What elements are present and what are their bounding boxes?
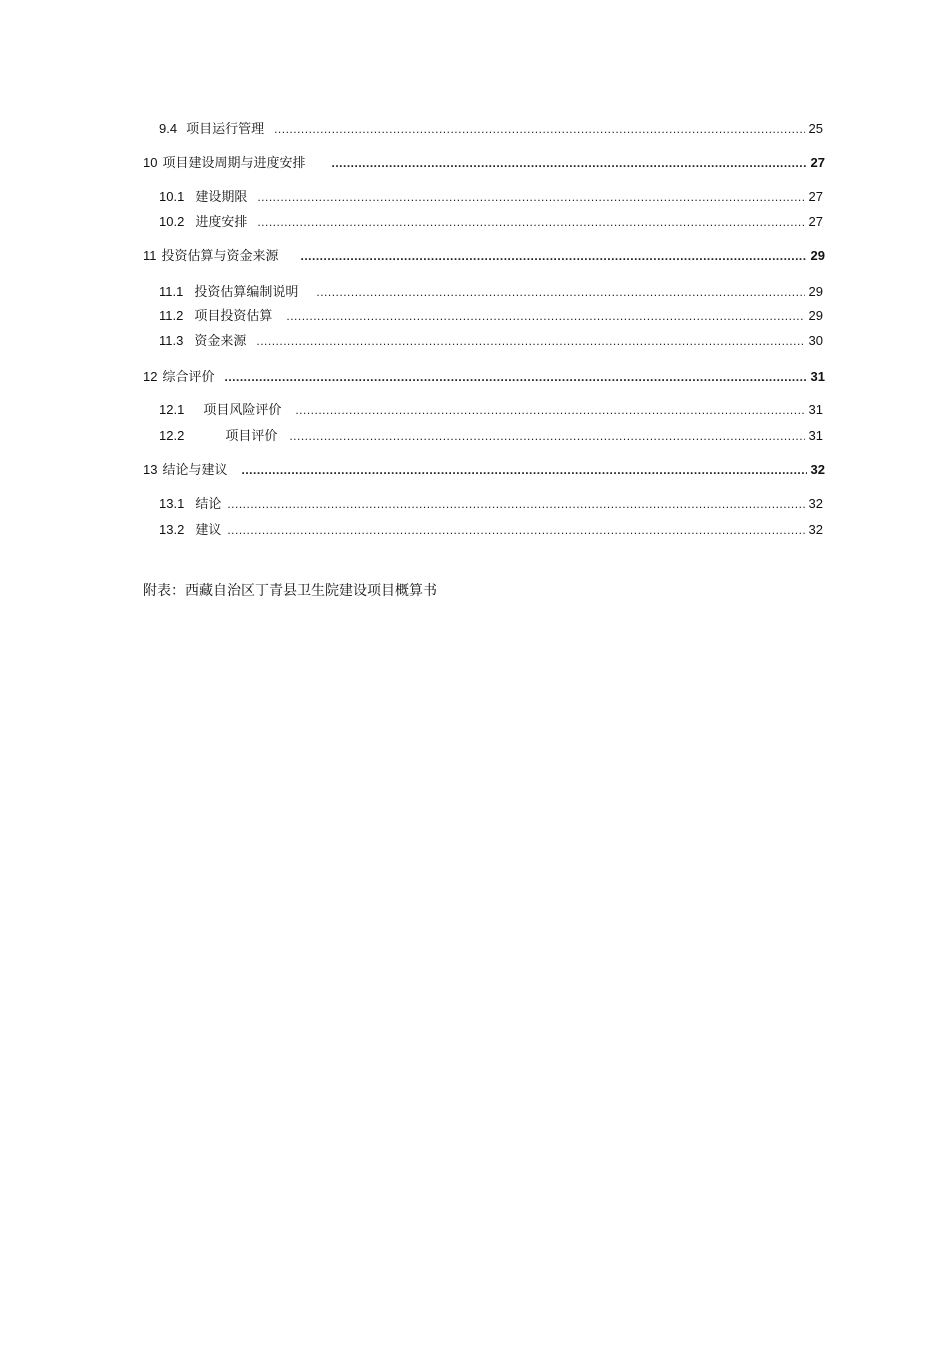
- toc-dot-leader: [224, 369, 806, 385]
- toc-entry-number: 13.1: [159, 496, 185, 511]
- toc-dot-leader: [301, 248, 807, 264]
- toc-entry[interactable]: [159, 428, 823, 445]
- toc-entry-number: 12.2: [159, 428, 185, 443]
- toc-entry-number: 12: [143, 369, 158, 384]
- toc-entry-number: 10: [143, 155, 158, 170]
- toc-entry-title: 项目运行管理: [186, 122, 265, 137]
- toc-entry-number: 10.2: [159, 214, 185, 229]
- toc-entry-number: 11.2: [159, 308, 184, 323]
- toc-entry-page: 32: [808, 496, 823, 511]
- toc-entry[interactable]: [159, 522, 823, 539]
- toc-entry-page: 25: [808, 121, 823, 136]
- toc-entry-number: 13: [143, 462, 158, 477]
- toc-entry-title: 项目评价: [225, 429, 278, 444]
- toc-entry-page: 29: [810, 248, 825, 263]
- toc-entry-page: 27: [808, 214, 823, 229]
- toc-dot-leader: [274, 121, 804, 137]
- toc-entry-title: 综合评价: [162, 370, 215, 385]
- toc-entry-title: 建设期限: [195, 190, 248, 205]
- toc-entry-page: 27: [810, 155, 825, 170]
- toc-entry-title: 项目建设周期与进度安排: [162, 156, 306, 171]
- toc-dot-leader: [227, 496, 804, 512]
- toc-entry-page: 30: [808, 333, 823, 348]
- toc-entry-page: 31: [808, 428, 823, 443]
- toc-entry-title: 进度安排: [195, 215, 248, 230]
- toc-entry[interactable]: [159, 214, 823, 231]
- toc-dot-leader: [316, 284, 804, 300]
- toc-entry-title: 项目投资估算: [194, 309, 273, 324]
- toc-entry-title: 投资估算编制说明: [194, 285, 299, 300]
- toc-entry-number: 10.1: [159, 189, 185, 204]
- appendix-note: 附表：西藏自治区丁青县卫生院建设项目概算书: [143, 583, 437, 599]
- toc-entry-number: 11.3: [159, 333, 184, 348]
- toc-dot-leader: [256, 333, 804, 349]
- toc-entry[interactable]: [159, 284, 823, 301]
- toc-entry-number: 9.4: [159, 121, 178, 136]
- toc-entry[interactable]: [159, 189, 823, 206]
- toc-entry[interactable]: [159, 496, 823, 513]
- toc-entry-title: 结论: [195, 497, 222, 512]
- toc-dot-leader: [257, 189, 804, 205]
- toc-chapter[interactable]: [143, 248, 825, 265]
- toc-entry-title: 投资估算与资金来源: [161, 249, 279, 264]
- toc-entry-title: 项目风险评价: [203, 403, 282, 418]
- toc-dot-leader: [295, 402, 804, 418]
- toc-entry-page: 29: [808, 284, 823, 299]
- toc-entry-number: 12.1: [159, 402, 185, 417]
- toc-entry-number: 13.2: [159, 522, 185, 537]
- toc-dot-leader: [257, 214, 804, 230]
- toc-entry-page: 27: [808, 189, 823, 204]
- toc-entry[interactable]: [159, 402, 823, 419]
- toc-entry-title: 结论与建议: [162, 463, 228, 478]
- toc-entry[interactable]: [159, 333, 823, 350]
- toc-entry-page: 31: [808, 402, 823, 417]
- toc-entry-title: 资金来源: [194, 334, 247, 349]
- toc-dot-leader: [286, 308, 804, 324]
- toc-entry-page: 32: [808, 522, 823, 537]
- toc-entry-number: 11: [143, 248, 157, 263]
- toc-entry-title: 建议: [195, 523, 222, 538]
- toc-dot-leader: [331, 155, 806, 171]
- toc-dot-leader: [289, 428, 804, 444]
- toc-entry[interactable]: [159, 308, 823, 325]
- toc-entry-page: 31: [810, 369, 825, 384]
- toc-entry-page: 29: [808, 308, 823, 323]
- toc-entry-page: 32: [810, 462, 825, 477]
- toc-entry-number: 11.1: [159, 284, 184, 299]
- toc-chapter[interactable]: [143, 155, 825, 172]
- toc-chapter[interactable]: [143, 462, 825, 479]
- toc-dot-leader: [227, 522, 804, 538]
- toc-entry[interactable]: [159, 121, 823, 138]
- toc-dot-leader: [241, 462, 806, 478]
- toc-chapter[interactable]: [143, 369, 825, 386]
